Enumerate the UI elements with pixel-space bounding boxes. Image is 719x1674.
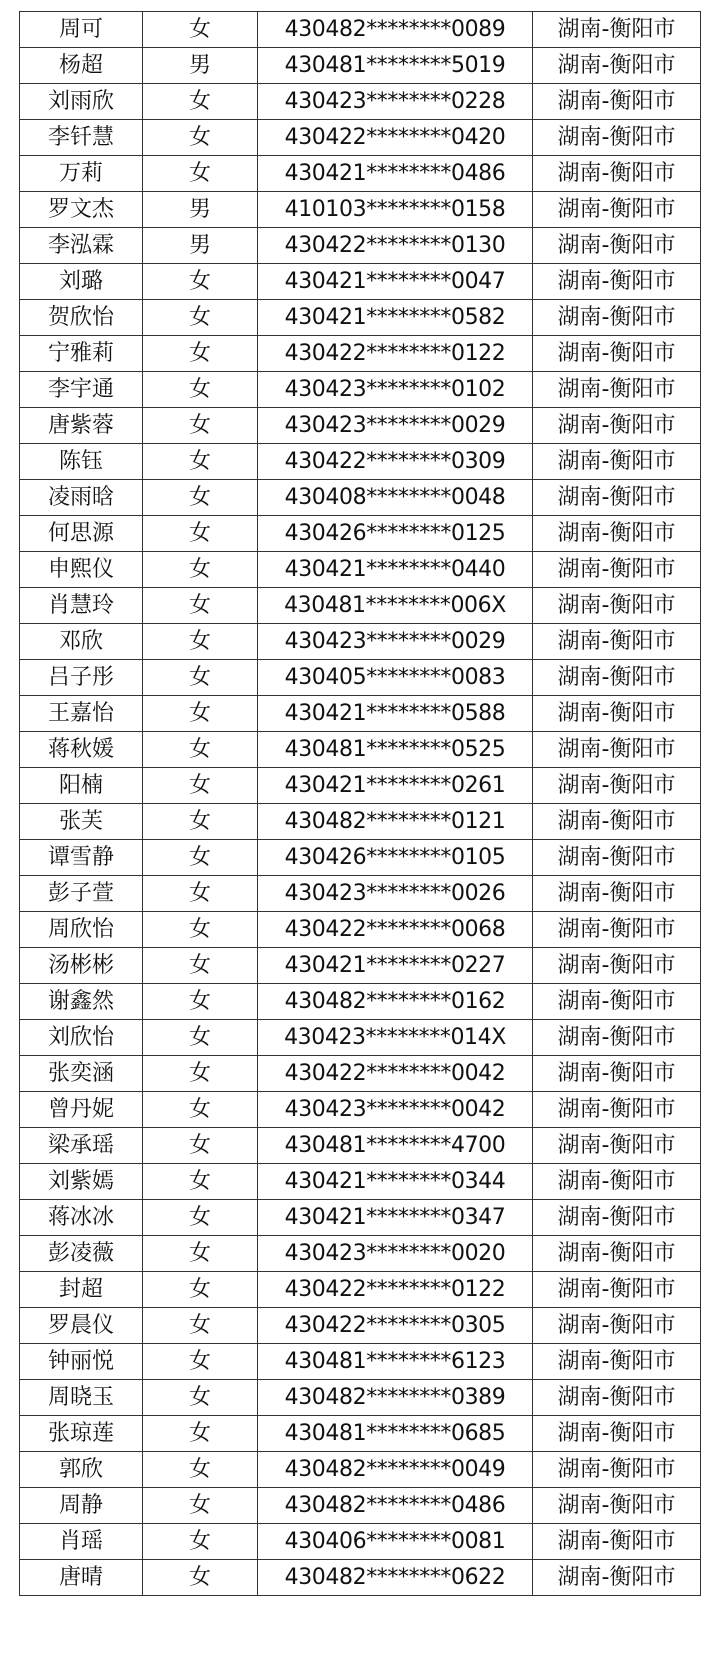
table-row	[20, 228, 701, 264]
cell-name: 张琼莲	[20, 1416, 143, 1452]
cell-name: 张奕涵	[20, 1056, 143, 1092]
cell-name: 郭欣	[20, 1452, 143, 1488]
cell-gender: 女	[143, 1308, 258, 1344]
table-row	[20, 1380, 701, 1416]
cell-region: 湖南-衡阳市	[533, 12, 701, 48]
cell-id-number: 430422********0420	[258, 120, 533, 156]
cell-name: 邓欣	[20, 624, 143, 660]
table-row	[20, 552, 701, 588]
table-row	[20, 480, 701, 516]
cell-gender: 女	[143, 1452, 258, 1488]
cell-region: 湖南-衡阳市	[533, 1308, 701, 1344]
table-row	[20, 948, 701, 984]
table-row	[20, 1164, 701, 1200]
cell-name: 蒋秋媛	[20, 732, 143, 768]
cell-region: 湖南-衡阳市	[533, 768, 701, 804]
cell-region: 湖南-衡阳市	[533, 1452, 701, 1488]
cell-id-number: 430421********0582	[258, 300, 533, 336]
table-row	[20, 768, 701, 804]
roster-table-body	[20, 12, 701, 1596]
cell-name: 陈钰	[20, 444, 143, 480]
cell-name: 刘璐	[20, 264, 143, 300]
cell-region: 湖南-衡阳市	[533, 984, 701, 1020]
cell-id-number: 430405********0083	[258, 660, 533, 696]
cell-id-number: 430482********0389	[258, 1380, 533, 1416]
cell-name: 汤彬彬	[20, 948, 143, 984]
cell-name: 李宇通	[20, 372, 143, 408]
table-row	[20, 1452, 701, 1488]
cell-region: 湖南-衡阳市	[533, 1416, 701, 1452]
table-row	[20, 264, 701, 300]
cell-gender: 女	[143, 1488, 258, 1524]
cell-name: 封超	[20, 1272, 143, 1308]
cell-name: 刘欣怡	[20, 1020, 143, 1056]
cell-gender: 男	[143, 228, 258, 264]
cell-name: 万莉	[20, 156, 143, 192]
cell-name: 申熙仪	[20, 552, 143, 588]
cell-id-number: 430482********0121	[258, 804, 533, 840]
cell-name: 阳楠	[20, 768, 143, 804]
cell-name: 李钎慧	[20, 120, 143, 156]
table-row	[20, 336, 701, 372]
cell-id-number: 430422********0068	[258, 912, 533, 948]
table-row	[20, 1344, 701, 1380]
cell-region: 湖南-衡阳市	[533, 336, 701, 372]
cell-gender: 女	[143, 516, 258, 552]
cell-gender: 女	[143, 984, 258, 1020]
table-row	[20, 1524, 701, 1560]
cell-region: 湖南-衡阳市	[533, 1380, 701, 1416]
cell-gender: 女	[143, 12, 258, 48]
table-row	[20, 696, 701, 732]
cell-gender: 女	[143, 120, 258, 156]
cell-id-number: 430422********0042	[258, 1056, 533, 1092]
cell-gender: 女	[143, 624, 258, 660]
cell-id-number: 430423********0102	[258, 372, 533, 408]
cell-id-number: 430423********0020	[258, 1236, 533, 1272]
cell-id-number: 430481********0685	[258, 1416, 533, 1452]
table-row	[20, 372, 701, 408]
cell-region: 湖南-衡阳市	[533, 84, 701, 120]
cell-gender: 男	[143, 192, 258, 228]
cell-region: 湖南-衡阳市	[533, 1524, 701, 1560]
cell-name: 蒋冰冰	[20, 1200, 143, 1236]
cell-id-number: 430421********0347	[258, 1200, 533, 1236]
cell-id-number: 430481********6123	[258, 1344, 533, 1380]
cell-id-number: 430482********0089	[258, 12, 533, 48]
cell-region: 湖南-衡阳市	[533, 408, 701, 444]
cell-gender: 女	[143, 156, 258, 192]
cell-name: 唐紫蓉	[20, 408, 143, 444]
cell-id-number: 430481********4700	[258, 1128, 533, 1164]
table-row	[20, 732, 701, 768]
cell-name: 周静	[20, 1488, 143, 1524]
cell-gender: 女	[143, 1128, 258, 1164]
cell-gender: 女	[143, 732, 258, 768]
cell-gender: 女	[143, 1236, 258, 1272]
table-row	[20, 1236, 701, 1272]
cell-name: 肖瑶	[20, 1524, 143, 1560]
cell-region: 湖南-衡阳市	[533, 120, 701, 156]
cell-gender: 女	[143, 336, 258, 372]
cell-gender: 女	[143, 948, 258, 984]
cell-gender: 女	[143, 804, 258, 840]
cell-id-number: 430426********0125	[258, 516, 533, 552]
cell-region: 湖南-衡阳市	[533, 372, 701, 408]
cell-region: 湖南-衡阳市	[533, 552, 701, 588]
cell-region: 湖南-衡阳市	[533, 660, 701, 696]
cell-gender: 女	[143, 1056, 258, 1092]
cell-id-number: 430422********0305	[258, 1308, 533, 1344]
table-row	[20, 804, 701, 840]
cell-gender: 女	[143, 444, 258, 480]
cell-id-number: 430421********0261	[258, 768, 533, 804]
cell-id-number: 430423********0029	[258, 408, 533, 444]
cell-region: 湖南-衡阳市	[533, 1560, 701, 1596]
table-row	[20, 1560, 701, 1596]
cell-region: 湖南-衡阳市	[533, 840, 701, 876]
cell-name: 钟丽悦	[20, 1344, 143, 1380]
table-row	[20, 984, 701, 1020]
cell-region: 湖南-衡阳市	[533, 1092, 701, 1128]
cell-id-number: 430408********0048	[258, 480, 533, 516]
cell-gender: 女	[143, 1200, 258, 1236]
table-row	[20, 300, 701, 336]
cell-id-number: 430422********0130	[258, 228, 533, 264]
cell-region: 湖南-衡阳市	[533, 588, 701, 624]
cell-name: 曾丹妮	[20, 1092, 143, 1128]
cell-id-number: 430421********0486	[258, 156, 533, 192]
cell-name: 张芙	[20, 804, 143, 840]
cell-gender: 女	[143, 1416, 258, 1452]
cell-gender: 女	[143, 1020, 258, 1056]
cell-name: 刘雨欣	[20, 84, 143, 120]
cell-region: 湖南-衡阳市	[533, 1200, 701, 1236]
cell-name: 杨超	[20, 48, 143, 84]
roster-table	[19, 11, 701, 1596]
cell-gender: 女	[143, 588, 258, 624]
cell-gender: 女	[143, 84, 258, 120]
table-row	[20, 1200, 701, 1236]
cell-region: 湖南-衡阳市	[533, 192, 701, 228]
cell-name: 凌雨晗	[20, 480, 143, 516]
cell-id-number: 430481********006X	[258, 588, 533, 624]
cell-name: 王嘉怡	[20, 696, 143, 732]
cell-region: 湖南-衡阳市	[533, 624, 701, 660]
table-row	[20, 120, 701, 156]
cell-gender: 女	[143, 300, 258, 336]
table-row	[20, 840, 701, 876]
table-row	[20, 1488, 701, 1524]
cell-region: 湖南-衡阳市	[533, 444, 701, 480]
cell-name: 肖慧玲	[20, 588, 143, 624]
cell-region: 湖南-衡阳市	[533, 912, 701, 948]
cell-id-number: 430423********0228	[258, 84, 533, 120]
cell-id-number: 430482********0162	[258, 984, 533, 1020]
cell-gender: 女	[143, 1272, 258, 1308]
cell-gender: 女	[143, 480, 258, 516]
table-row	[20, 876, 701, 912]
cell-gender: 女	[143, 1344, 258, 1380]
cell-id-number: 430422********0122	[258, 336, 533, 372]
cell-id-number: 430423********0026	[258, 876, 533, 912]
cell-region: 湖南-衡阳市	[533, 480, 701, 516]
cell-region: 湖南-衡阳市	[533, 1128, 701, 1164]
cell-region: 湖南-衡阳市	[533, 948, 701, 984]
cell-gender: 女	[143, 840, 258, 876]
cell-gender: 女	[143, 552, 258, 588]
table-row	[20, 444, 701, 480]
cell-name: 梁承瑶	[20, 1128, 143, 1164]
cell-id-number: 430421********0227	[258, 948, 533, 984]
table-row	[20, 1020, 701, 1056]
cell-id-number: 430426********0105	[258, 840, 533, 876]
cell-name: 何思源	[20, 516, 143, 552]
cell-gender: 女	[143, 660, 258, 696]
cell-gender: 女	[143, 768, 258, 804]
cell-id-number: 430422********0122	[258, 1272, 533, 1308]
cell-gender: 女	[143, 1560, 258, 1596]
cell-region: 湖南-衡阳市	[533, 48, 701, 84]
cell-region: 湖南-衡阳市	[533, 876, 701, 912]
cell-name: 周晓玉	[20, 1380, 143, 1416]
cell-id-number: 430482********0622	[258, 1560, 533, 1596]
table-row	[20, 588, 701, 624]
table-row	[20, 84, 701, 120]
table-row	[20, 1128, 701, 1164]
cell-region: 湖南-衡阳市	[533, 1236, 701, 1272]
cell-region: 湖南-衡阳市	[533, 300, 701, 336]
cell-region: 湖南-衡阳市	[533, 732, 701, 768]
table-row	[20, 1308, 701, 1344]
cell-region: 湖南-衡阳市	[533, 1020, 701, 1056]
table-row	[20, 408, 701, 444]
table-row	[20, 912, 701, 948]
cell-region: 湖南-衡阳市	[533, 1488, 701, 1524]
table-row	[20, 1416, 701, 1452]
cell-id-number: 430422********0309	[258, 444, 533, 480]
cell-id-number: 410103********0158	[258, 192, 533, 228]
table-row	[20, 624, 701, 660]
cell-name: 彭凌薇	[20, 1236, 143, 1272]
table-row	[20, 48, 701, 84]
cell-name: 吕子彤	[20, 660, 143, 696]
cell-gender: 女	[143, 1380, 258, 1416]
cell-gender: 女	[143, 1524, 258, 1560]
table-row	[20, 516, 701, 552]
cell-region: 湖南-衡阳市	[533, 1272, 701, 1308]
cell-region: 湖南-衡阳市	[533, 804, 701, 840]
cell-id-number: 430481********0525	[258, 732, 533, 768]
cell-name: 刘紫嫣	[20, 1164, 143, 1200]
cell-gender: 女	[143, 408, 258, 444]
cell-region: 湖南-衡阳市	[533, 264, 701, 300]
cell-gender: 女	[143, 1092, 258, 1128]
cell-region: 湖南-衡阳市	[533, 696, 701, 732]
cell-name: 李泓霖	[20, 228, 143, 264]
table-row	[20, 156, 701, 192]
cell-name: 唐晴	[20, 1560, 143, 1596]
cell-name: 罗晨仪	[20, 1308, 143, 1344]
cell-id-number: 430421********0047	[258, 264, 533, 300]
cell-id-number: 430482********0049	[258, 1452, 533, 1488]
cell-id-number: 430406********0081	[258, 1524, 533, 1560]
cell-region: 湖南-衡阳市	[533, 228, 701, 264]
cell-region: 湖南-衡阳市	[533, 156, 701, 192]
cell-id-number: 430421********0344	[258, 1164, 533, 1200]
cell-name: 谢鑫然	[20, 984, 143, 1020]
cell-id-number: 430482********0486	[258, 1488, 533, 1524]
table-row	[20, 1092, 701, 1128]
table-row	[20, 192, 701, 228]
table-row	[20, 660, 701, 696]
cell-id-number: 430423********0029	[258, 624, 533, 660]
cell-id-number: 430423********014X	[258, 1020, 533, 1056]
cell-gender: 女	[143, 264, 258, 300]
cell-name: 谭雪静	[20, 840, 143, 876]
cell-name: 周欣怡	[20, 912, 143, 948]
cell-gender: 女	[143, 696, 258, 732]
cell-gender: 女	[143, 1164, 258, 1200]
cell-gender: 女	[143, 876, 258, 912]
cell-id-number: 430421********0440	[258, 552, 533, 588]
table-row	[20, 1056, 701, 1092]
cell-id-number: 430421********0588	[258, 696, 533, 732]
cell-name: 彭子萱	[20, 876, 143, 912]
cell-region: 湖南-衡阳市	[533, 1164, 701, 1200]
table-row	[20, 1272, 701, 1308]
cell-region: 湖南-衡阳市	[533, 1344, 701, 1380]
cell-gender: 女	[143, 372, 258, 408]
cell-gender: 女	[143, 912, 258, 948]
cell-region: 湖南-衡阳市	[533, 516, 701, 552]
cell-region: 湖南-衡阳市	[533, 1056, 701, 1092]
cell-gender: 男	[143, 48, 258, 84]
cell-id-number: 430423********0042	[258, 1092, 533, 1128]
cell-name: 宁雅莉	[20, 336, 143, 372]
cell-name: 贺欣怡	[20, 300, 143, 336]
cell-id-number: 430481********5019	[258, 48, 533, 84]
table-row	[20, 12, 701, 48]
cell-name: 周可	[20, 12, 143, 48]
cell-name: 罗文杰	[20, 192, 143, 228]
